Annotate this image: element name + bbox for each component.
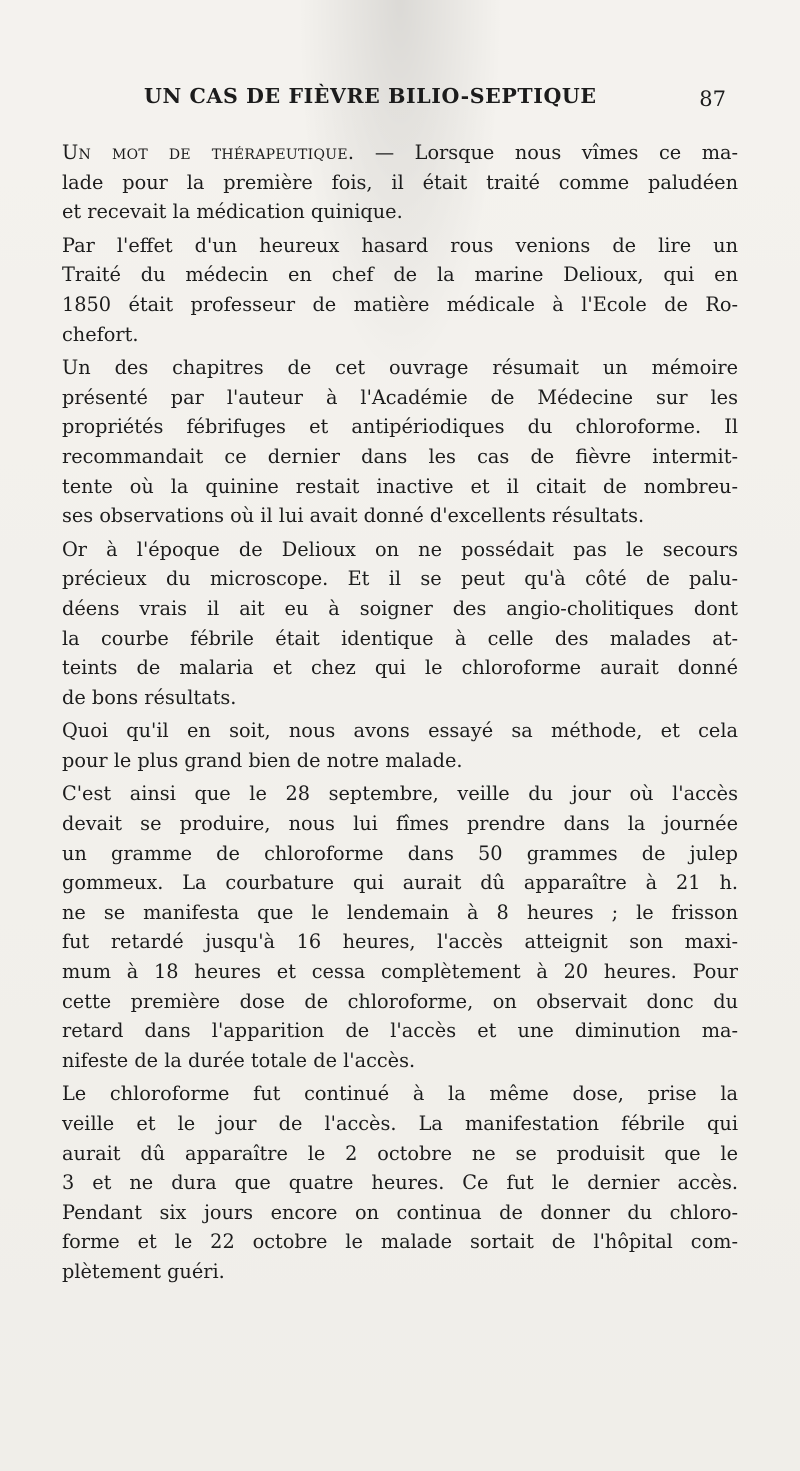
text-line bbox=[62, 138, 738, 168]
page-number: 87 bbox=[699, 87, 726, 111]
paragraph-microscope bbox=[62, 535, 738, 713]
text-line: présenté par l'auteur à l'Académie de Médecine sur les bbox=[62, 385, 738, 409]
text-line: un gramme de chloroforme dans 50 grammes de julep bbox=[62, 841, 738, 865]
text-line: cette première dose de chloroforme, on observait donc du bbox=[62, 989, 738, 1013]
text-line: pour le plus grand bien de notre malade. bbox=[62, 748, 463, 772]
text-line: lade pour la première fois, il était traité comme paludéen bbox=[62, 170, 738, 194]
text-line-rest: — Lorsque nous vîmes ce ma- bbox=[354, 141, 739, 164]
text-line: 3 et ne dura que quatre heures. Ce fut le dernier accès. bbox=[62, 1171, 738, 1195]
text-line: Pendant six jours encore on continua de donner du chloro- bbox=[62, 1200, 738, 1224]
text-line: Le chloroforme fut continué à la même dose, prise la bbox=[62, 1082, 738, 1106]
text-line: précieux du microscope. Et il se peut qu'à côté de palu- bbox=[62, 567, 738, 591]
running-title: UN CAS DE FIÈVRE BILIO-SEPTIQUE bbox=[144, 84, 597, 108]
text-line: gommeux. La courbature qui aurait dû apparaître à 21 h. bbox=[62, 871, 738, 895]
text-line: C'est ainsi que le 28 septembre, veille du jour où l'accès bbox=[62, 782, 738, 806]
page-body bbox=[62, 138, 738, 1287]
section-lead: Un mot de thérapeutique. bbox=[62, 141, 355, 164]
text-line: ne se manifesta que le lendemain à 8 heures ; le frisson bbox=[62, 900, 738, 924]
text-line: Un des chapitres de cet ouvrage résumait un mémoire bbox=[62, 356, 738, 380]
text-line: teints de malaria et chez qui le chloroforme aurait donné bbox=[62, 656, 738, 680]
text-line: 1850 était professeur de matière médicale à l'Ecole de Ro- bbox=[62, 292, 738, 316]
text-line: Or à l'époque de Delioux on ne possédait pas le secours bbox=[62, 537, 738, 561]
text-line: mum à 18 heures et cessa complètement à 20 heures. Pour bbox=[62, 960, 738, 984]
text-line: veille et le jour de l'accès. La manifestation fébrile qui bbox=[62, 1112, 738, 1135]
text-line: fut retardé jusqu'à 16 heures, l'accès atteignit son maxi- bbox=[62, 930, 738, 954]
text-line: ses observations où il lui avait donné d'excellents résultats. bbox=[62, 504, 645, 528]
text-line: la courbe fébrile était identique à celle des malades at- bbox=[62, 626, 738, 650]
text-line: tente où la quinine restait inactive et il citait de nombreu- bbox=[62, 474, 738, 498]
text-line: devait se produire, nous lui fîmes prendre dans la journée bbox=[62, 812, 738, 836]
paragraph-method bbox=[62, 716, 738, 775]
paragraph-therapeutics bbox=[62, 138, 738, 227]
text-line: nifeste de la durée totale de l'accès. bbox=[62, 1048, 416, 1072]
text-line: et recevait la médication quinique. bbox=[62, 200, 403, 224]
text-line: déens vrais il ait eu à soigner des angio-cholitiques dont bbox=[62, 596, 738, 620]
paragraph-memoir bbox=[62, 353, 738, 531]
paragraph-first-dose bbox=[62, 779, 738, 1075]
text-line: Quoi qu'il en soit, nous avons essayé sa méthode, et cela bbox=[62, 719, 738, 743]
text-line: recommandait ce dernier dans les cas de fièvre intermit- bbox=[62, 444, 738, 468]
text-line: retard dans l'apparition de l'accès et une diminution ma- bbox=[62, 1019, 738, 1043]
text-line: forme et le 22 octobre le malade sortait de l'hôpital com- bbox=[62, 1230, 738, 1254]
paragraph-delioux-treatise bbox=[62, 231, 738, 349]
text-line: aurait dû apparaître le 2 octobre ne se produisit que le bbox=[62, 1141, 738, 1165]
text-line: plètement guéri. bbox=[62, 1259, 225, 1283]
text-line: Par l'effet d'un heureux hasard rous venions de lire un bbox=[62, 233, 738, 257]
paragraph-outcome bbox=[62, 1079, 738, 1286]
running-head bbox=[60, 80, 736, 116]
text-line: Traité du médecin en chef de la marine Delioux, qui en bbox=[62, 263, 738, 287]
text-line: propriétés fébrifuges et antipériodiques du chloroforme. Il bbox=[62, 415, 738, 439]
text-line: de bons résultats. bbox=[62, 685, 237, 709]
text-line: chefort. bbox=[62, 322, 139, 346]
